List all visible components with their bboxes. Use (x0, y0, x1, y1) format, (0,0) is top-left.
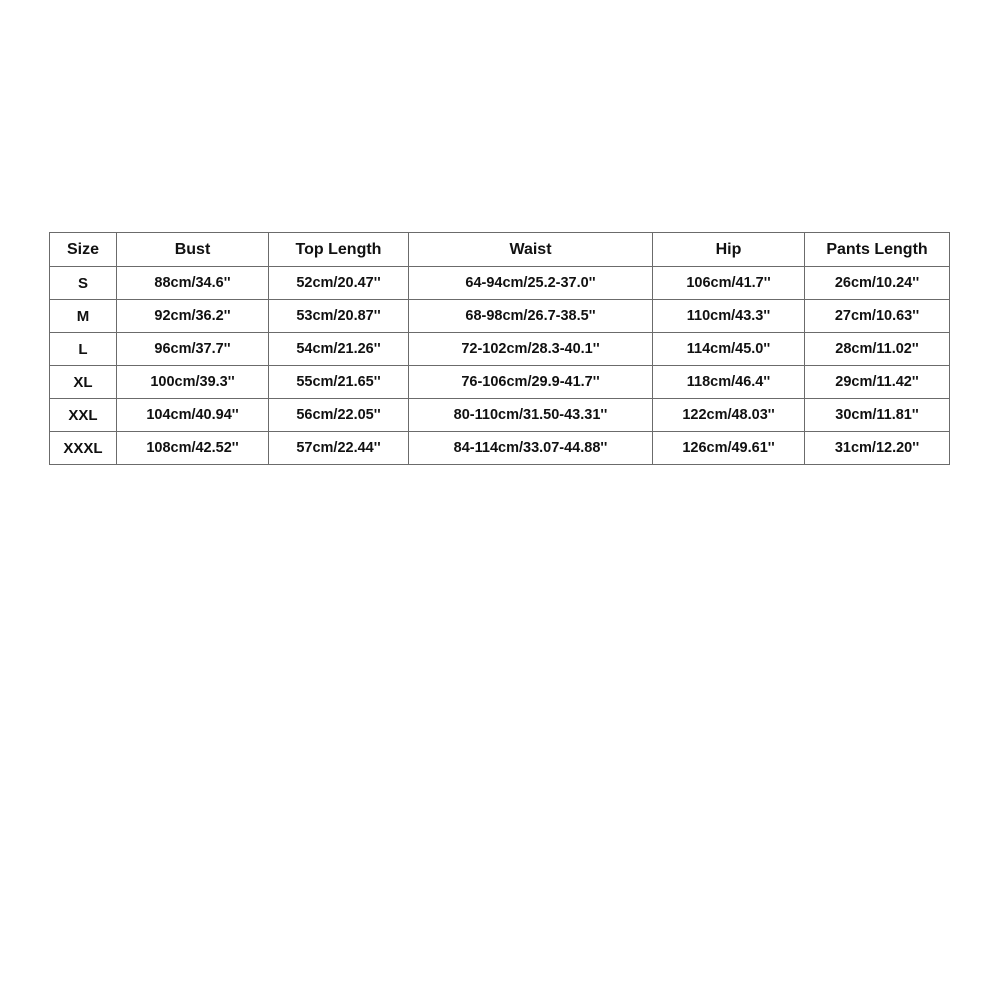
waist-cell: 84-114cm/33.07-44.88'' (409, 432, 653, 465)
waist-cell: 76-106cm/29.9-41.7'' (409, 366, 653, 399)
pants-length-cell: 28cm/11.02'' (805, 333, 950, 366)
top-length-cell: 53cm/20.87'' (269, 300, 409, 333)
pants-length-cell: 26cm/10.24'' (805, 267, 950, 300)
header-hip: Hip (653, 233, 805, 267)
header-row (50, 233, 950, 267)
table-row (50, 333, 950, 366)
table-body (50, 267, 950, 465)
size-cell: M (50, 300, 117, 333)
size-cell: S (50, 267, 117, 300)
size-cell: XXXL (50, 432, 117, 465)
hip-cell: 118cm/46.4'' (653, 366, 805, 399)
waist-cell: 64-94cm/25.2-37.0'' (409, 267, 653, 300)
header-size: Size (50, 233, 117, 267)
waist-cell: 80-110cm/31.50-43.31'' (409, 399, 653, 432)
bust-cell: 88cm/34.6'' (117, 267, 269, 300)
table-row (50, 366, 950, 399)
table-row (50, 267, 950, 300)
pants-length-cell: 30cm/11.81'' (805, 399, 950, 432)
header-waist: Waist (409, 233, 653, 267)
table-row (50, 300, 950, 333)
top-length-cell: 54cm/21.26'' (269, 333, 409, 366)
size-cell: XL (50, 366, 117, 399)
size-cell: XXL (50, 399, 117, 432)
table-row (50, 399, 950, 432)
bust-cell: 96cm/37.7'' (117, 333, 269, 366)
bust-cell: 100cm/39.3'' (117, 366, 269, 399)
size-cell: L (50, 333, 117, 366)
top-length-cell: 52cm/20.47'' (269, 267, 409, 300)
hip-cell: 106cm/41.7'' (653, 267, 805, 300)
hip-cell: 126cm/49.61'' (653, 432, 805, 465)
top-length-cell: 55cm/21.65'' (269, 366, 409, 399)
table-row (50, 432, 950, 465)
waist-cell: 72-102cm/28.3-40.1'' (409, 333, 653, 366)
hip-cell: 110cm/43.3'' (653, 300, 805, 333)
hip-cell: 114cm/45.0'' (653, 333, 805, 366)
bust-cell: 92cm/36.2'' (117, 300, 269, 333)
header-top-length: Top Length (269, 233, 409, 267)
top-length-cell: 57cm/22.44'' (269, 432, 409, 465)
top-length-cell: 56cm/22.05'' (269, 399, 409, 432)
hip-cell: 122cm/48.03'' (653, 399, 805, 432)
waist-cell: 68-98cm/26.7-38.5'' (409, 300, 653, 333)
size-chart-table (49, 232, 950, 465)
pants-length-cell: 31cm/12.20'' (805, 432, 950, 465)
pants-length-cell: 29cm/11.42'' (805, 366, 950, 399)
bust-cell: 108cm/42.52'' (117, 432, 269, 465)
bust-cell: 104cm/40.94'' (117, 399, 269, 432)
header-pants-length: Pants Length (805, 233, 950, 267)
pants-length-cell: 27cm/10.63'' (805, 300, 950, 333)
header-bust: Bust (117, 233, 269, 267)
table-header (50, 233, 950, 267)
